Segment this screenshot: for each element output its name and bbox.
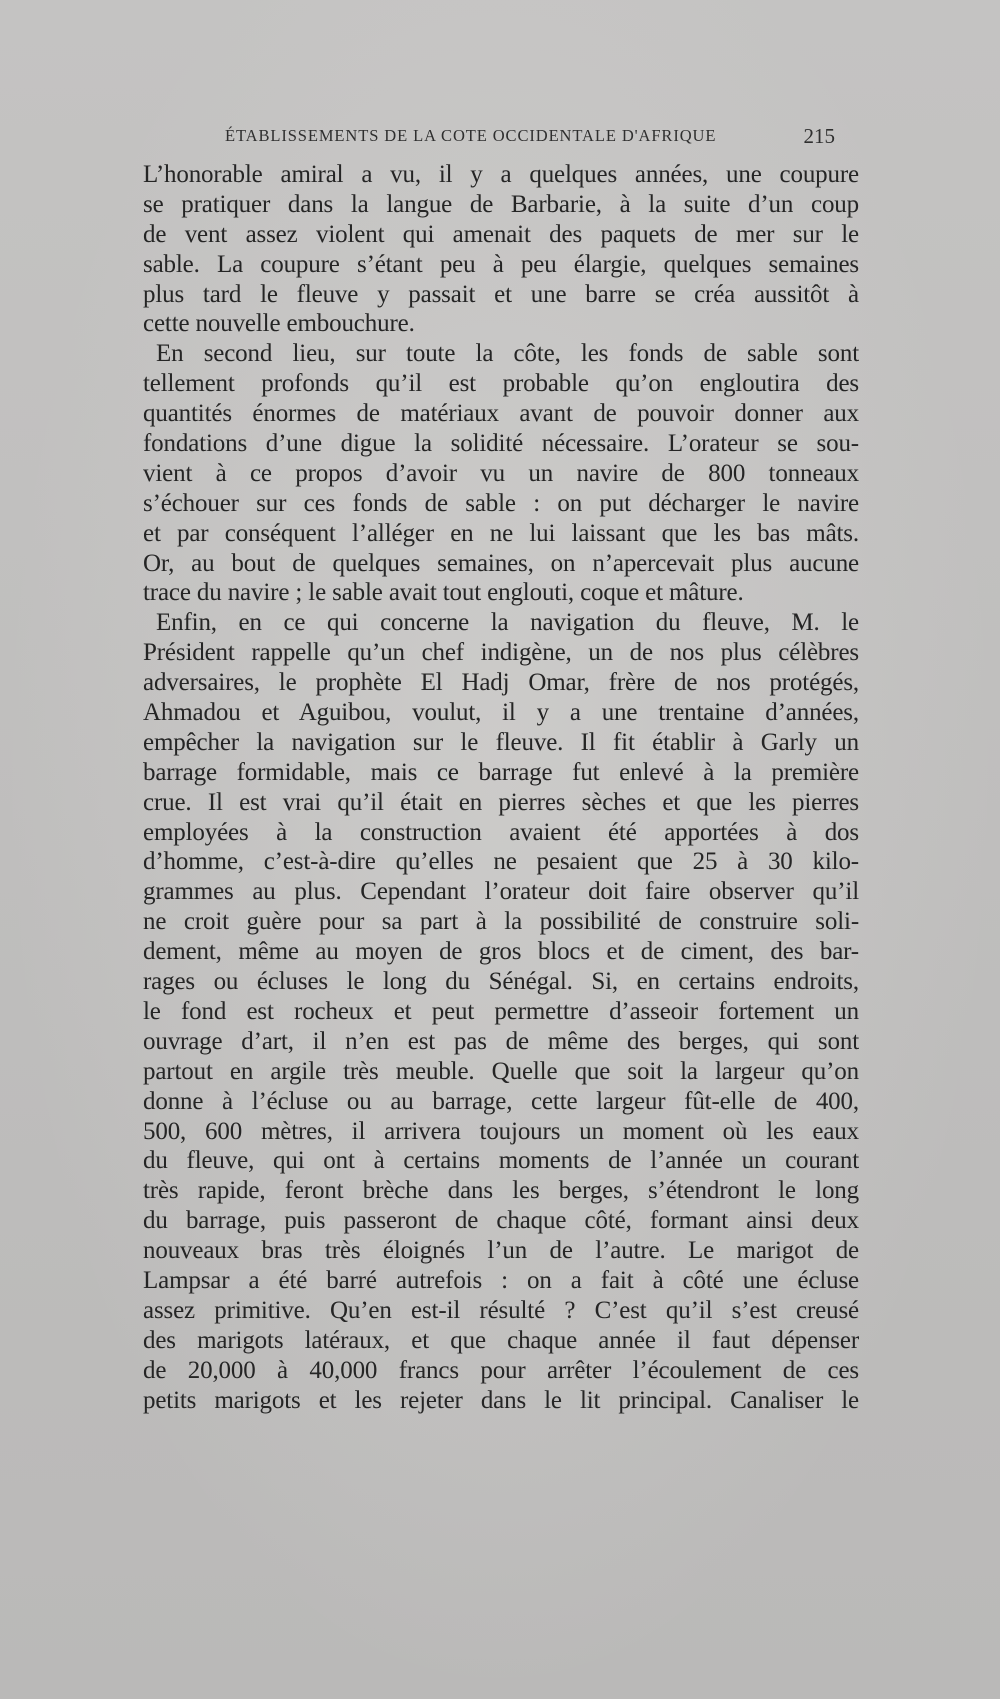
text-line: L’honorable amiral a vu, il y a quelques années, une coupure: [143, 161, 859, 188]
text-line: empêcher la navigation sur le fleuve. Il fit établir à Garly un: [143, 728, 859, 756]
text-line: adversaires, le prophète El Hadj Omar, frère de nos protégés,: [143, 669, 859, 697]
text-line: cette nouvelle embouchure.: [143, 310, 415, 338]
text-line: très rapide, feront brèche dans les berges, s’étendront le long: [143, 1177, 859, 1205]
page-number: 215: [803, 124, 835, 148]
text-line: En second lieu, sur toute la côte, les fonds de sable sont: [156, 340, 859, 368]
running-title: ÉTABLISSEMENTS DE LA COTE OCCIDENTALE D'AFRIQUE: [225, 126, 717, 145]
text-line: petits marigots et les rejeter dans le lit principal. Canaliser le: [143, 1386, 859, 1414]
text-line: sable. La coupure s’étant peu à peu élargie, quelques semaines: [143, 250, 859, 278]
text-line: tellement profonds qu’il est probable qu’on engloutira des: [143, 370, 859, 398]
text-line: rages ou écluses le long du Sénégal. Si, en certains endroits,: [143, 968, 859, 996]
text-line: du fleuve, qui ont à certains moments de l’année un courant: [143, 1147, 859, 1175]
text-line: des marigots latéraux, et que chaque année il faut dépenser: [143, 1326, 859, 1354]
text-line: dement, même au moyen de gros blocs et de ciment, des bar-: [143, 938, 859, 966]
text-line: plus tard le fleuve y passait et une barre se créa aussitôt à: [143, 280, 859, 308]
text-line: de vent assez violent qui amenait des paquets de mer sur le: [143, 220, 859, 248]
text-line: employées à la construction avaient été apportées à dos: [143, 818, 859, 846]
text-line: ne croit guère pour sa part à la possibilité de construire soli-: [143, 908, 859, 936]
text-line: de 20,000 à 40,000 francs pour arrêter l’écoulement de ces: [143, 1356, 859, 1384]
text-line: se pratiquer dans la langue de Barbarie, à la suite d’un coup: [143, 190, 859, 218]
text-line: et par conséquent l’alléger en ne lui laissant que les bas mâts.: [143, 519, 859, 547]
text-line: crue. Il est vrai qu’il était en pierres sèches et que les pierres: [143, 788, 859, 816]
text-line: trace du navire ; le sable avait tout englouti, coque et mâture.: [143, 579, 744, 607]
text-line: grammes au plus. Cependant l’orateur doit faire observer qu’il: [143, 878, 859, 906]
text-line: Président rappelle qu’un chef indigène, un de nos plus célèbres: [143, 639, 859, 667]
text-line: le fond est rocheux et peut permettre d’asseoir fortement un: [143, 997, 859, 1025]
text-line: du barrage, puis passeront de chaque côté, formant ainsi deux: [143, 1207, 859, 1235]
text-line: Enfin, en ce qui concerne la navigation du fleuve, M. le: [156, 609, 859, 637]
text-line: ouvrage d’art, il n’en est pas de même des berges, qui sont: [143, 1027, 859, 1055]
text-line: 500, 600 mètres, il arrivera toujours un moment où les eaux: [143, 1117, 859, 1145]
text-line: Lampsar a été barré autrefois : on a fait à côté une écluse: [143, 1266, 859, 1294]
text-line: barrage formidable, mais ce barrage fut enlevé à la première: [143, 758, 859, 786]
body-text: [143, 160, 859, 1415]
text-line: assez primitive. Qu’en est-il résulté ? C’est qu’il s’est creusé: [143, 1296, 859, 1324]
text-line: d’homme, c’est-à-dire qu’elles ne pesaient que 25 à 30 kilo-: [143, 848, 859, 876]
text-line: partout en argile très meuble. Quelle que soit la largeur qu’on: [143, 1057, 859, 1085]
text-line: donne à l’écluse ou au barrage, cette largeur fût-elle de 400,: [143, 1087, 859, 1115]
text-line: Or, au bout de quelques semaines, on n’apercevait plus aucune: [143, 549, 859, 577]
text-line: nouveaux bras très éloignés l’un de l’autre. Le marigot de: [143, 1237, 859, 1265]
text-line: s’échouer sur ces fonds de sable : on put décharger le navire: [143, 489, 859, 517]
running-header: [225, 126, 835, 154]
text-line: Ahmadou et Aguibou, voulut, il y a une trentaine d’années,: [143, 699, 859, 727]
text-line: quantités énormes de matériaux avant de pouvoir donner aux: [143, 400, 859, 428]
text-line: vient à ce propos d’avoir vu un navire de 800 tonneaux: [143, 459, 859, 487]
text-line: fondations d’une digue la solidité nécessaire. L’orateur se sou-: [143, 430, 859, 458]
